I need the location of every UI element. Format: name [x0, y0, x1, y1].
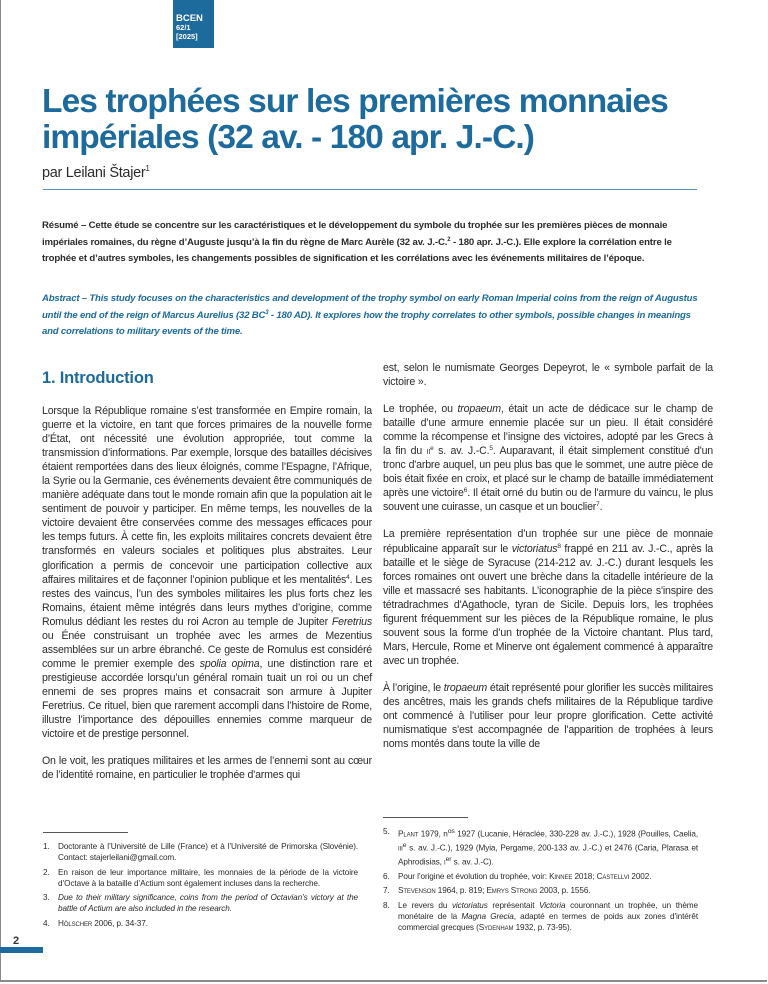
footnote-text: s. av. J.-C.), 1929 (Myia, Pergame, 200-133 av. J.-C.) et 2476 (Caria, Plarasa et Aphrodisias,	[398, 843, 698, 867]
title-divider	[43, 189, 697, 190]
cited-author: Stevenson	[398, 886, 436, 896]
body-column-left	[42, 404, 372, 795]
abstract-text: - 180 AD). It explores how the trophy correlates to other symbols, possible changes in meanings and correlations to military events of the time.	[42, 310, 691, 337]
cited-author: Sydenham	[478, 923, 514, 933]
text-run: s. av. J.-C.	[433, 445, 490, 458]
text-run: , était un acte de dédicace sur le champ de bataille d’une armure ennemie placée sur un pieu. Il était considéré comme la récompense et l’insigne des victoires, adopté par les Grecs à la fin du	[383, 403, 713, 458]
footnote-ref[interactable]: 4	[346, 573, 350, 581]
footnote-number: 2.	[43, 867, 50, 877]
journal-year: [2025]	[176, 31, 198, 41]
footnote-text: s. av. J.-C).	[451, 857, 494, 867]
italic-term: tropaeum	[457, 403, 501, 416]
resume-text: - 180 apr. J.-C.). Elle explore la corrélation entre le trophée et d’autres symboles, les changements possibles de signification et les corrélations avec les événements militaires de l’époque.	[42, 237, 672, 264]
footnote-number: 1.	[43, 842, 50, 851]
footnote-text: 1964, p. 819;	[435, 886, 487, 896]
footnote-item	[383, 826, 698, 868]
paragraph	[383, 681, 713, 751]
footnote-text: représentait	[487, 900, 540, 910]
footnote-ref[interactable]: 1	[145, 164, 150, 173]
century-numeral: ii	[426, 445, 431, 458]
century-numeral: i	[444, 857, 446, 867]
text-run: ou Énée construisant un trophée avec les armes de Mezentius assemblées sur un arbre ébranché. Ce geste de Romulus est considéré comme le premier exemple des	[42, 629, 372, 670]
resume-text: Résumé – Cette étude se concentre sur les caractéristiques et le développement du symbole du trophée sur les premières pièces de monnaie impériales romaines, du règne d’Auguste jusqu’à la fin du règne de Marc Aurèle (32 av. J.-C.	[42, 220, 668, 249]
footnote-text: 1932, p. 73-95).	[513, 923, 572, 933]
abstract-english	[42, 291, 698, 339]
footnote-divider	[383, 817, 468, 818]
abstract-text: Abstract – This study focuses on the characteristics and development of the trophy symbol on early Roman Imperial coins from the reign of Augustus until the end of the reign of Marcus Aurelius (32 BC	[42, 293, 698, 322]
text-run: frappé en 211 av. J.-C., après la bataille et le siège de Syracuse (214-212 av. J.-C.) durant lesquels les forces romaines ont ouvert une brèche dans la citadelle intérieure de la ville et massacré ses habitants. L’iconographie de la pièce s'inspire des tétradrachmes d'Agathocle, tyran de Sicile. Depuis lors, les trophées figurent fréquemment sur les pièces de la République romaine, le plus souvent sous la forme d’un trophée de la Victoire chantant. Plus tard, Mars, Hercule, Rome et Minerve ont également commencé à apparaître avec un trophée.	[383, 542, 713, 667]
text-run: était représenté pour glorifier les succès militaires des ancêtres, mais les grands chefs militaires de la République tardive ont commencé à l’utiliser pour leur propre glorification. Cette activité numismatique s'est accompagnée de l'apparition de trophées à leurs noms montés dans toute la ville de	[383, 681, 713, 751]
resume-french	[42, 218, 698, 266]
paragraph: est, selon le numismate Georges Depeyrot, le « symbole parfait de la victoire ».	[383, 362, 713, 389]
journal-badge	[173, 0, 214, 48]
italic-term: victoriatus	[451, 900, 488, 910]
section-heading: 1. Introduction	[42, 369, 154, 387]
text-run: La première représentation d’un trophée sur une pièce de monnaie républicaine apparaît sur le	[383, 528, 713, 555]
superscript: os	[447, 828, 455, 835]
footnote-ref[interactable]: 6	[463, 487, 468, 495]
cited-author: Emrys Strong	[486, 886, 538, 896]
footnote-item	[383, 871, 698, 882]
footnote-divider	[43, 832, 128, 833]
paragraph	[383, 527, 713, 667]
footnote-number: 8.	[383, 900, 390, 910]
footnote-text: Pour l’origine et évolution du trophée, voir:	[398, 872, 550, 882]
footnote-text: couronnant un trophée, un thème monétaire de la	[398, 900, 698, 921]
text-run: . Auparavant, il était simplement constitué d'un tronc d'arbre auquel, un peu plus bas que le sommet, une autre pièce de bois était fixée en croix, et placé sur le champ de bataille immédiatement après une victoire	[383, 445, 714, 500]
footnote-number: 5.	[383, 827, 390, 836]
footnote-item	[43, 867, 358, 890]
footnote-text: 2018;	[572, 872, 597, 882]
footnote-number: 4.	[43, 918, 50, 928]
italic-term: tropaeum	[443, 681, 488, 694]
text-run: . Il était orné du butin ou de l'armure du vaincu, le plus souvent une cuirasse, un casque et un bouclier	[383, 487, 713, 514]
italic-term: victoriatus	[511, 542, 558, 555]
footnotes-left	[43, 841, 358, 932]
footnote-text: Due to their military significance, coins from the period of Octavian’s victory at the battle of Actium are also included in the research.	[58, 893, 358, 914]
footnote-text: 2002.	[629, 872, 652, 882]
footnotes-right	[383, 826, 698, 937]
page-number-bar	[0, 947, 43, 953]
text-run: , une distinction rare et prestigieuse accordée lorsqu’un général romain tuait un roi ou un chef ennemi de ses propres mains et consacrait son armure à Jupiter Feretrius. Ce rituel, bien que rarement accompli dans l’histoire de Rome, illustre l’importance des dépouilles ennemies comme marqueur de victoire et de prestige personnel.	[42, 657, 372, 741]
journal-volume: 62/1	[176, 23, 191, 32]
footnote-text: En raison de leur importance militaire, les monnaies de la période de la victoire d’Octave à la bataille d’Actium sont également incluses dans la recherche.	[58, 867, 358, 888]
author-line	[42, 164, 150, 181]
superscript: er	[445, 856, 452, 864]
text-run: Lorsque la République romaine s’est transformée en Empire romain, la guerre et la victoire, en tant que forces primaires de la nouvelle forme d’État, ont nécessité une évolution appropriée, tout comme la transmission d’informations. Par exemple, lorsque des batailles décisives étaient remportées dans des lieux éloignés, comme l’Espagne, l’Afrique, la Syrie ou la Germanie, ces événements devaient être communiqués de manière adéquate dans tout le monde romain afin que la population ait le sentiment de pouvoir y participer. En même temps, les nouvelles de la victoire devaient être conservées comme des messages efficaces pour les temps futurs. À cette fin, les exploits militaires concrets devaient être transformés en valeurs sociales et politiques plus abstraites. Leur glorification a permis de concevoir une participation collective aux affaires militaires et de façonner l’opinion publique et les mentalités	[42, 405, 372, 586]
footnote-text: Le revers du	[398, 900, 452, 910]
journal-name: BCEN	[176, 13, 203, 24]
cited-author: Plant	[398, 829, 419, 839]
italic-term: Victoria	[539, 900, 566, 910]
text-run: À l’origine, le	[383, 681, 444, 694]
author-name: par Leilani Štajer	[42, 165, 146, 181]
footnote-item	[43, 892, 358, 915]
text-run: Le trophée, ou	[383, 403, 458, 416]
footnote-number: 6.	[383, 872, 390, 882]
ordinal-suffix: e	[430, 445, 434, 453]
century-numeral: iii	[398, 843, 403, 853]
text-run: .	[599, 501, 603, 514]
article-title: Les trophées sur les premières monnaies impériales (32 av. - 180 apr. J.-C.)	[42, 83, 668, 156]
text-run: . Les restes des vaincus, l’un des symboles militaires les plus forts chez les Romains, étaient même intégrés dans leurs mythes d’origine, comme Romulus dédiant les restes du roi Acron au temple de Jupiter	[42, 573, 372, 628]
footnote-text: 1927 (Lucanie, Héraclée, 330-228 av. J.-C.), 1928 (Pouilles, Caelia,	[454, 829, 698, 839]
footnote-item	[43, 841, 358, 864]
footnote-number: 3.	[43, 893, 50, 903]
footnote-item	[383, 900, 698, 934]
footnote-ref[interactable]: 5	[489, 445, 493, 453]
footnote-ref[interactable]: 7	[596, 501, 600, 509]
footnote-item	[383, 885, 698, 896]
superscript: e	[402, 842, 407, 850]
footnote-text: 2003, p. 1556.	[537, 886, 591, 896]
footnote-text: , adapté en termes de poids aux zones d'intérêt commercial grecques (	[398, 911, 698, 933]
italic-term: Feretrius	[331, 615, 372, 628]
paragraph	[383, 402, 713, 514]
footnote-text: Doctorante à l’Université de Lille (France) et à l’Université de Primorska (Slovénie). Contact: stajerleilani@gmail.com.	[58, 842, 358, 863]
footnote-number: 7.	[383, 886, 390, 896]
footnote-item	[43, 918, 358, 929]
footnote-ref[interactable]: 3	[265, 310, 269, 317]
footnote-text: 1979, n	[418, 829, 448, 839]
cited-author: Castellvi	[596, 872, 630, 882]
italic-term: Magna Grecia	[461, 911, 514, 921]
paragraph	[42, 404, 372, 741]
cited-author: Kinnee	[549, 872, 573, 882]
cited-author: Hölscher	[58, 918, 93, 928]
italic-term: spolia opima	[199, 657, 260, 670]
footnote-ref[interactable]: 8	[557, 542, 561, 550]
page-number: 2	[13, 935, 20, 947]
footnote-ref[interactable]: 2	[447, 237, 451, 244]
body-column-right	[383, 361, 713, 764]
footnote-text: 2006, p. 34-37.	[92, 918, 148, 928]
paragraph: On le voit, les pratiques militaires et les armes de l’ennemi sont au cœur de l’identité romaine, en particulier le trophée d'armes qui	[42, 755, 372, 782]
